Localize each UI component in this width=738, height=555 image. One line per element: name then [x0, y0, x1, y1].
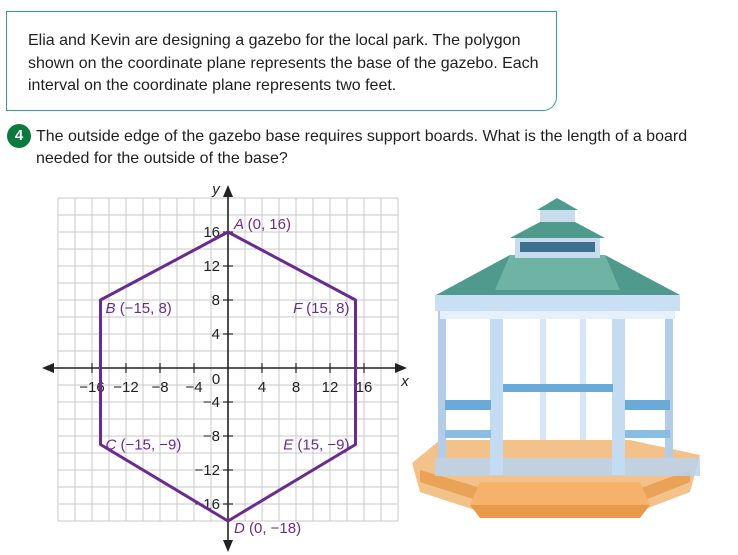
y-tick-label: −16 — [194, 496, 220, 513]
x-tick-label: 16 — [355, 379, 373, 396]
vertex-label-d: D (0, −18) — [234, 520, 302, 537]
x-tick-label: −12 — [113, 379, 139, 396]
y-tick-label: 16 — [203, 224, 220, 241]
question-number-badge: 4 — [7, 124, 31, 148]
y-tick-label: −8 — [202, 428, 220, 445]
y-tick-label: 8 — [211, 292, 220, 309]
x-axis-label: x — [401, 373, 409, 390]
y-tick-label: −4 — [202, 394, 220, 411]
y-tick-label: 12 — [203, 258, 220, 275]
x-tick-label: −8 — [151, 379, 169, 396]
question-text: The outside edge of the gazebo base requires support boards. What is the length of a board needed for the outside of the base? — [36, 128, 688, 167]
x-tick-label: −4 — [185, 379, 203, 396]
intro-text: Elia and Kevin are designing a gazebo for the local park. The polygon shown on the coordinate plane represents the base of the gazebo. Each interval on the coordinate plane represents two feet. — [28, 32, 539, 94]
y-tick-label: 4 — [211, 326, 220, 343]
vertex-label-c: C (−15, −9) — [105, 436, 182, 454]
vertex-label-e: E (15, −9) — [283, 436, 350, 454]
y-axis-label: y — [212, 181, 220, 198]
vertex-label-f: F (15, 8) — [293, 300, 350, 317]
y-tick-label: −12 — [194, 462, 220, 479]
x-tick-label: 4 — [257, 379, 267, 396]
x-tick-label: 8 — [291, 379, 301, 396]
x-tick-label: 12 — [321, 379, 339, 396]
vertex-label-a: A (0, 16) — [234, 216, 291, 233]
origin-label: 0 — [211, 371, 221, 388]
x-tick-label: −16 — [79, 379, 105, 396]
vertex-label-b: B (−15, 8) — [105, 300, 172, 317]
